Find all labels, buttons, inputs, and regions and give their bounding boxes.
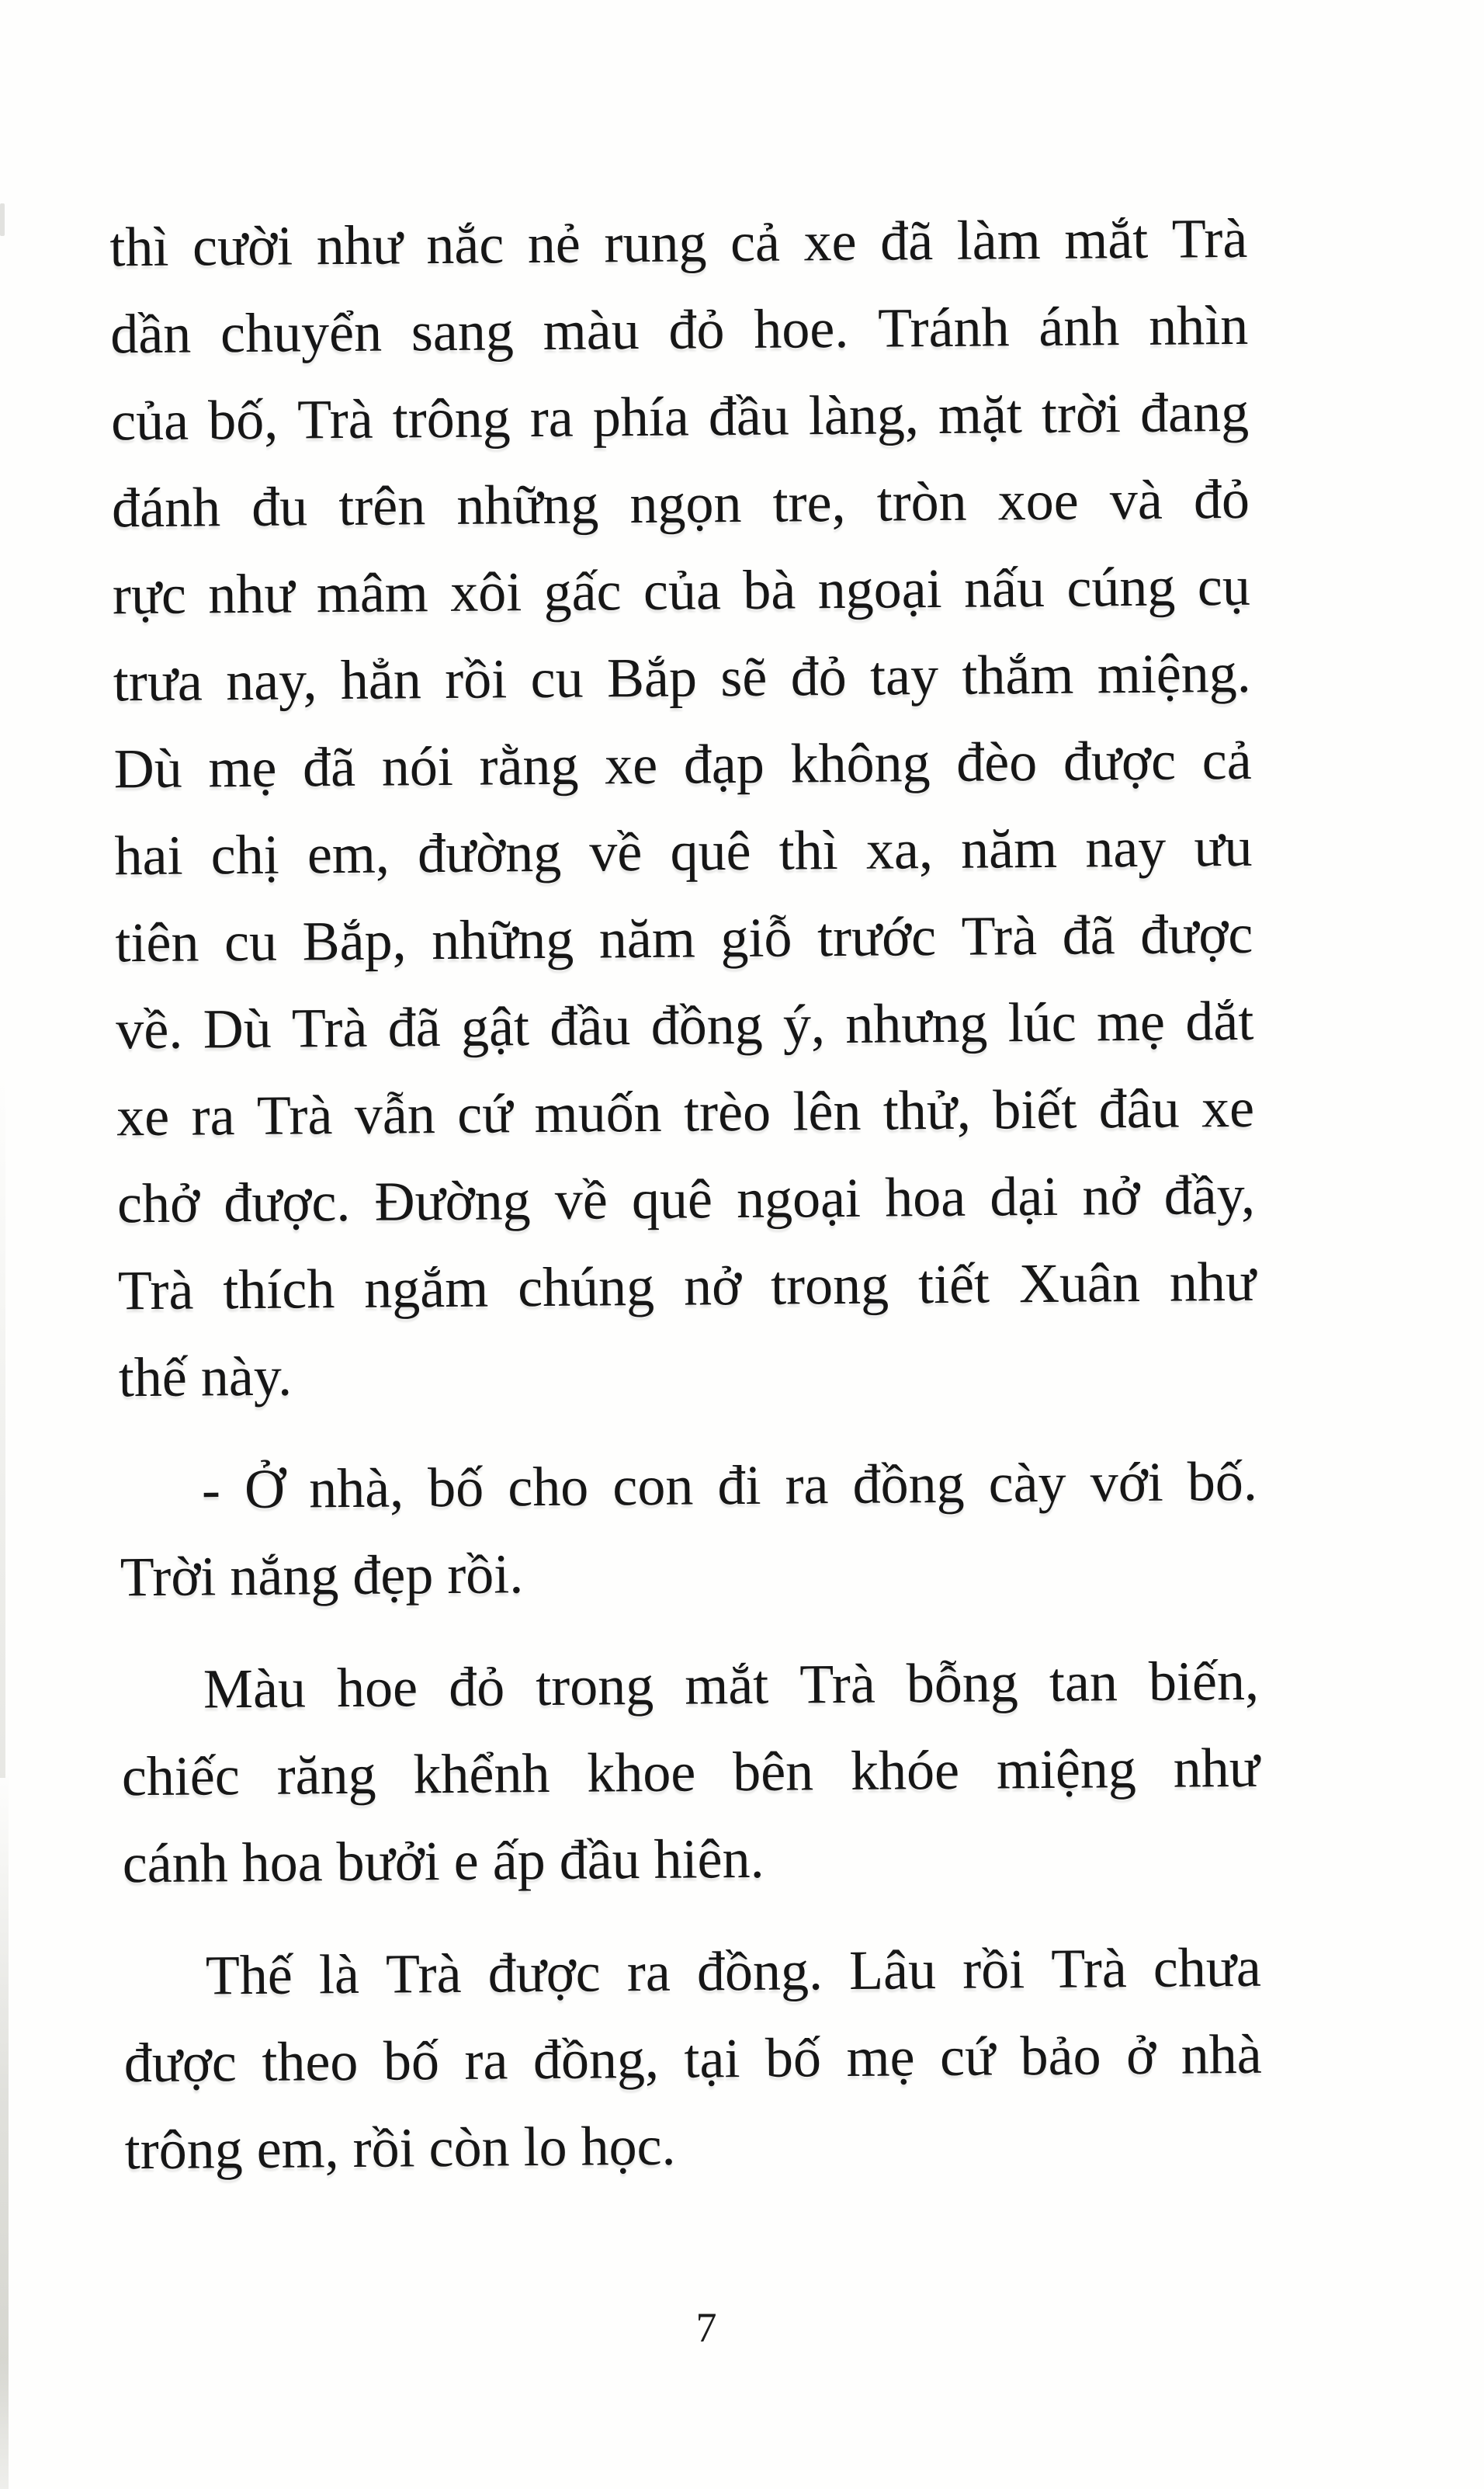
scan-artifact-strip bbox=[0, 1071, 5, 1778]
word: đi bbox=[717, 1453, 761, 1517]
word: ngoại bbox=[736, 1166, 862, 1231]
word: mắt bbox=[1063, 207, 1149, 271]
word: rực bbox=[112, 563, 187, 627]
text-line bbox=[121, 1637, 1260, 1734]
word: cu bbox=[224, 910, 278, 974]
word: xe bbox=[803, 210, 857, 273]
text-line bbox=[121, 1724, 1260, 1821]
word: trong bbox=[535, 1654, 654, 1718]
word: cày bbox=[988, 1451, 1066, 1515]
word: nhà, bbox=[308, 1456, 404, 1520]
word: đường bbox=[417, 821, 562, 885]
text-line: Trời nắng đẹp rồi. bbox=[120, 1543, 524, 1609]
word: hoe. bbox=[754, 297, 849, 360]
word: ra bbox=[529, 386, 574, 450]
word: tiết bbox=[917, 1252, 990, 1316]
word: thử, bbox=[882, 1078, 972, 1142]
word: giỗ bbox=[720, 906, 792, 970]
word: dắt bbox=[1184, 989, 1254, 1053]
word: biến, bbox=[1148, 1649, 1260, 1713]
word: xe bbox=[1201, 1076, 1255, 1140]
word: chở bbox=[116, 1172, 200, 1235]
text-line: cánh hoa bưởi e ấp đầu hiên. bbox=[122, 1827, 765, 1895]
word: biết bbox=[992, 1078, 1077, 1141]
word: cúng bbox=[1066, 555, 1176, 619]
word: phía bbox=[592, 385, 690, 449]
text-line bbox=[111, 369, 1250, 465]
word: trưa bbox=[113, 650, 203, 713]
word: nhìn bbox=[1148, 293, 1249, 357]
word: thì bbox=[778, 819, 839, 882]
word: ngọn bbox=[629, 471, 742, 536]
word: chị bbox=[210, 823, 280, 887]
word: Trà bbox=[961, 904, 1038, 967]
word: nấu bbox=[963, 556, 1045, 620]
word: rằng bbox=[479, 734, 579, 797]
word: Ở bbox=[244, 1457, 286, 1521]
word: đầu bbox=[550, 995, 631, 1057]
word: chưa bbox=[1153, 1935, 1262, 1999]
word: ánh bbox=[1038, 295, 1120, 358]
text-line bbox=[112, 456, 1250, 552]
word: như bbox=[1173, 1736, 1260, 1800]
word: làm bbox=[956, 208, 1041, 272]
scan-artifact-strip bbox=[0, 1770, 9, 2489]
word: hoa bbox=[884, 1165, 966, 1229]
word: được bbox=[1139, 902, 1253, 966]
word: khóe bbox=[850, 1738, 960, 1802]
word: mắt bbox=[684, 1653, 769, 1717]
word: cứ bbox=[456, 1082, 513, 1145]
word: trông bbox=[392, 387, 511, 450]
text-line bbox=[113, 630, 1251, 726]
word: bố bbox=[765, 2026, 822, 2089]
word: đang bbox=[1139, 380, 1250, 444]
word: dần bbox=[109, 302, 192, 366]
word: Trà bbox=[117, 1258, 194, 1322]
word: bà bbox=[742, 558, 796, 621]
word: mâm bbox=[316, 561, 429, 625]
word: Trà bbox=[799, 1652, 876, 1716]
paragraph bbox=[120, 1438, 1259, 1621]
word: như bbox=[1169, 1250, 1257, 1314]
word: cho bbox=[507, 1455, 589, 1519]
text-line bbox=[118, 1238, 1257, 1335]
word: nói bbox=[381, 734, 454, 798]
text-line bbox=[109, 195, 1248, 291]
word: nở bbox=[683, 1255, 742, 1317]
word: Trà bbox=[1171, 207, 1248, 270]
word: lúc bbox=[1007, 991, 1077, 1054]
word: trời bbox=[1041, 382, 1122, 445]
word: sẽ bbox=[719, 645, 768, 709]
word: đồng. bbox=[696, 1939, 823, 2003]
word: nhà bbox=[1181, 2022, 1262, 2086]
word: Trà bbox=[291, 996, 368, 1060]
word: ra bbox=[191, 1085, 235, 1147]
word: với bbox=[1090, 1450, 1164, 1514]
word: được. bbox=[223, 1170, 351, 1234]
word: tre, bbox=[772, 470, 846, 534]
word: đã bbox=[387, 996, 441, 1059]
word: đỏ bbox=[448, 1655, 505, 1718]
word: chúng bbox=[517, 1255, 655, 1319]
word: đạp bbox=[683, 732, 765, 796]
word: hẳn bbox=[340, 648, 422, 712]
word: Trà bbox=[1051, 1937, 1128, 2000]
word: - bbox=[201, 1458, 221, 1521]
word: ra bbox=[464, 2029, 508, 2092]
word: đâu bbox=[1098, 1077, 1180, 1140]
word: Xuân bbox=[1018, 1251, 1141, 1315]
word: tiên bbox=[115, 911, 199, 974]
word: ở bbox=[1125, 2023, 1156, 2087]
word: chiếc bbox=[121, 1744, 241, 1808]
word: được bbox=[487, 1941, 602, 2005]
word: không bbox=[790, 731, 931, 795]
word: Đường bbox=[374, 1169, 531, 1233]
paragraph bbox=[121, 1637, 1261, 1908]
word: đu bbox=[251, 475, 308, 538]
text-line bbox=[117, 1151, 1256, 1248]
word: năm bbox=[598, 907, 696, 970]
word: ý, bbox=[782, 993, 826, 1056]
word: đỏ bbox=[668, 298, 725, 361]
word: em, bbox=[307, 822, 390, 886]
word: đèo bbox=[955, 731, 1038, 793]
text-line bbox=[116, 1064, 1255, 1161]
word: ra bbox=[626, 1940, 671, 2004]
word: trên bbox=[338, 474, 426, 538]
word: là bbox=[318, 1942, 360, 2006]
word: đã bbox=[879, 210, 934, 273]
word: bảo bbox=[1020, 2024, 1101, 2088]
word: nay bbox=[1084, 816, 1167, 880]
word: đồng, bbox=[532, 2027, 660, 2092]
word: cứ bbox=[939, 2025, 996, 2088]
word: nẻ bbox=[527, 212, 581, 276]
text-block bbox=[109, 195, 1263, 2193]
word: đã bbox=[1062, 904, 1115, 967]
word: Trà bbox=[296, 387, 373, 451]
word: khoe bbox=[586, 1741, 696, 1804]
word: dại bbox=[989, 1165, 1059, 1228]
word: Trà bbox=[256, 1084, 333, 1147]
word: cả bbox=[730, 210, 781, 274]
word: bên bbox=[732, 1740, 814, 1803]
text-line bbox=[120, 1438, 1258, 1534]
word: khểnh bbox=[413, 1741, 550, 1806]
text-line: trông em, rồi còn lo học. bbox=[124, 2114, 676, 2182]
word: chuyển bbox=[220, 300, 383, 365]
word: và bbox=[1109, 468, 1163, 532]
word: hai bbox=[114, 824, 183, 887]
text-line bbox=[110, 282, 1249, 378]
word: lên bbox=[792, 1079, 862, 1143]
word: mẹ bbox=[846, 2026, 915, 2088]
word: răng bbox=[276, 1743, 376, 1807]
word: ưu bbox=[1194, 815, 1253, 879]
word: xa, bbox=[865, 818, 934, 881]
text-line: thế này. bbox=[118, 1345, 293, 1409]
word: muốn bbox=[534, 1081, 662, 1145]
text-line bbox=[112, 543, 1250, 639]
word: bỗng bbox=[906, 1651, 1019, 1715]
word: bố. bbox=[1187, 1449, 1258, 1513]
word: ngoại bbox=[817, 557, 942, 621]
word: về bbox=[589, 821, 643, 883]
word: xôi bbox=[449, 561, 522, 623]
word: cu bbox=[530, 647, 584, 710]
word: rồi bbox=[444, 647, 508, 710]
word: xoe bbox=[997, 469, 1080, 533]
text-line bbox=[113, 717, 1252, 813]
word: Bắp, bbox=[302, 909, 407, 973]
word: thì bbox=[109, 215, 169, 279]
word: bố, bbox=[207, 388, 279, 452]
word: Màu bbox=[203, 1657, 307, 1720]
word: ngắm bbox=[363, 1256, 489, 1320]
word: màu bbox=[543, 299, 640, 362]
word: đồng bbox=[650, 993, 763, 1057]
word: mẹ bbox=[1096, 990, 1166, 1054]
word: nay, bbox=[225, 649, 317, 713]
word: đỏ bbox=[1193, 467, 1250, 531]
word: được bbox=[123, 2031, 238, 2095]
word: đánh bbox=[111, 476, 221, 540]
word: tròn bbox=[876, 470, 967, 533]
word: trong bbox=[770, 1253, 889, 1317]
word: như bbox=[316, 213, 404, 277]
word: trước bbox=[817, 905, 937, 969]
word: quê bbox=[670, 819, 751, 883]
word: Tránh bbox=[877, 296, 1010, 359]
word: quê bbox=[631, 1168, 713, 1231]
word: nở bbox=[1082, 1164, 1140, 1227]
word: Thế bbox=[205, 1943, 293, 2007]
word: gật bbox=[460, 995, 530, 1058]
word: miệng. bbox=[1097, 641, 1252, 706]
page-number: 7 bbox=[695, 2304, 717, 2351]
word: về. bbox=[116, 998, 183, 1061]
word: Trà bbox=[385, 1942, 462, 2005]
word: đầu bbox=[708, 384, 790, 448]
word: Bắp bbox=[606, 646, 698, 710]
word: những bbox=[456, 473, 599, 536]
word: năm bbox=[960, 817, 1058, 880]
text-line bbox=[123, 2011, 1262, 2107]
word: con bbox=[612, 1454, 694, 1518]
word: về bbox=[554, 1168, 609, 1231]
word: tan bbox=[1049, 1651, 1118, 1713]
word: miệng bbox=[996, 1737, 1137, 1801]
word: nắc bbox=[426, 213, 504, 276]
word: trèo bbox=[683, 1080, 771, 1144]
word: những bbox=[431, 908, 574, 972]
paragraph bbox=[123, 1924, 1263, 2194]
word: gấc bbox=[543, 560, 622, 623]
word: thắm bbox=[962, 643, 1074, 706]
word: được bbox=[1063, 729, 1177, 793]
word: rồi bbox=[962, 1938, 1025, 2001]
word: Dù bbox=[203, 997, 272, 1061]
text-line bbox=[115, 890, 1253, 987]
word: mặt bbox=[938, 383, 1023, 446]
text-line bbox=[123, 1924, 1261, 2020]
word: Dù bbox=[113, 737, 182, 800]
word: cười bbox=[192, 214, 293, 278]
word: của bbox=[110, 389, 189, 453]
word: tại bbox=[684, 2027, 740, 2090]
word: thích bbox=[222, 1258, 335, 1321]
word: Lâu bbox=[848, 1939, 937, 2001]
word: sang bbox=[411, 300, 515, 363]
scan-artifact-mark bbox=[0, 203, 5, 236]
word: theo bbox=[262, 2029, 359, 2093]
word: đã bbox=[302, 735, 356, 799]
word: ra bbox=[785, 1453, 829, 1516]
word: vẫn bbox=[354, 1083, 436, 1146]
word: của bbox=[643, 559, 722, 622]
word: rung bbox=[604, 211, 707, 275]
word: xe bbox=[116, 1085, 170, 1148]
word: đồng bbox=[852, 1452, 965, 1515]
word: xe bbox=[604, 733, 658, 797]
text-line bbox=[114, 804, 1253, 900]
paragraph bbox=[109, 195, 1257, 1421]
word: đỏ bbox=[790, 644, 847, 708]
word: bố bbox=[383, 2029, 440, 2092]
word: cụ bbox=[1197, 554, 1251, 618]
word: cả bbox=[1201, 728, 1252, 792]
word: mẹ bbox=[208, 736, 277, 800]
word: hoe bbox=[336, 1656, 418, 1720]
word: tay bbox=[869, 644, 939, 707]
word: bố bbox=[427, 1456, 484, 1519]
word: nhưng bbox=[844, 991, 988, 1055]
word: như bbox=[207, 562, 295, 626]
word: làng, bbox=[808, 384, 920, 447]
word: đầy, bbox=[1163, 1163, 1256, 1227]
text-line bbox=[116, 977, 1254, 1074]
